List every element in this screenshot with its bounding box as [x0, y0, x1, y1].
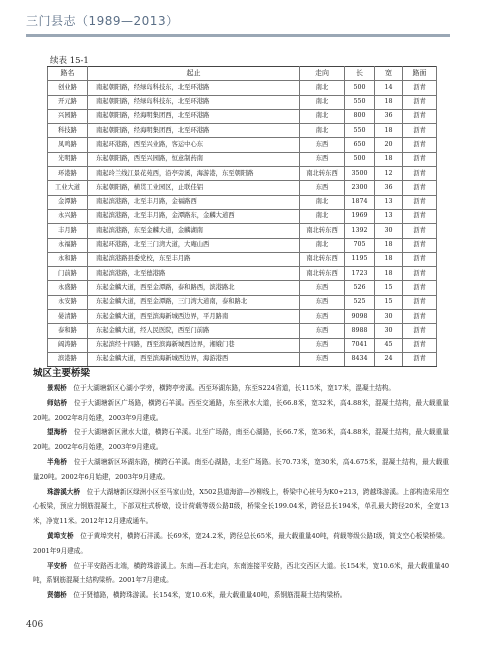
table-cell: 晏清路 [48, 310, 88, 324]
term-spacer [67, 428, 74, 436]
table-cell: 东西 [300, 181, 345, 195]
table-cell: 南起玲兰线江景花苑西，沿亭旁溪，海游港，东至朝阳路 [88, 167, 300, 181]
bridge-name: 景观桥 [47, 384, 67, 392]
bridge-description: 位于黄埠突村，横跨石洋溪。长69米，宽24.2米，跨径总长65米，最大载重量40吨，荷载等级公路Ⅰ级，简支空心板梁桥梁。2001年9月建成。 [33, 531, 449, 555]
table-cell: 南起朝阳路，经海明集团西，北至环港路 [88, 109, 300, 123]
table-cell: 凤鸣路 [48, 138, 88, 152]
table-row [48, 267, 437, 281]
table-cell: 800 [345, 109, 375, 123]
header-rule [26, 34, 450, 37]
table-body [48, 81, 437, 367]
table-cell: 南起滨港路，北至德港路 [88, 267, 300, 281]
table-cell: 7041 [345, 338, 375, 352]
table-cell: 1392 [345, 224, 375, 238]
table-cell: 南起滨港路，北至丰月路，金潭路东，金麟大道西 [88, 209, 300, 223]
table-cell: 东起金麟大道，西至金潭路，泰和路西，滨港路北 [88, 281, 300, 295]
table-cell: 沥青 [403, 224, 437, 238]
table-cell: 东西 [300, 281, 345, 295]
table-cell: 沥青 [403, 324, 437, 338]
table-cell: 沥青 [403, 124, 437, 138]
table-cell: 南起朝阳路，经绿岛科技东，北至环港路 [88, 81, 300, 95]
table-cell: 兴园路 [48, 109, 88, 123]
table-cell: 南北 [300, 81, 345, 95]
table-cell: 南北转东西 [300, 267, 345, 281]
table-cell: 南北 [300, 95, 345, 109]
table-cell: 18 [375, 152, 403, 166]
bridge-entry [33, 381, 449, 396]
column-header: 宽 [375, 67, 403, 81]
table-cell: 沥青 [403, 295, 437, 309]
roads-table [47, 66, 437, 367]
table-row [48, 152, 437, 166]
column-header: 路面 [403, 67, 437, 81]
table-cell: 科技路 [48, 124, 88, 138]
table-cell: 东西 [300, 295, 345, 309]
table-cell: 沥青 [403, 152, 437, 166]
table-row [48, 238, 437, 252]
table-row [48, 109, 437, 123]
table-row [48, 295, 437, 309]
table-cell: 526 [345, 281, 375, 295]
bridge-entry [33, 485, 449, 529]
table-cell: 东西 [300, 324, 345, 338]
table-cell: 525 [345, 295, 375, 309]
bridge-description: 位于大湖塘新区广场路，横跨石羊溪。西至交通路，东至湫水大道，长66.8米，宽32米，高4.88米，混凝土结构，最大载重量20吨。2002年8月始建，2003年9月建成。 [33, 398, 450, 422]
table-cell: 南北转东西 [300, 224, 345, 238]
table-cell: 650 [345, 138, 375, 152]
bridge-description: 位于大湖塘新区湫水大道，横跨石羊溪。北至广场路，南至心湖路，长66.7米，宽36米，高4.88米，混凝土结构，最大载重量20吨。2002年6月始建，2003年9月建成。 [33, 428, 450, 452]
bridge-entry [33, 559, 449, 589]
table-row [48, 310, 437, 324]
table-cell: 沥青 [403, 109, 437, 123]
table-row [48, 338, 437, 352]
table-cell: 18 [375, 252, 403, 266]
table-cell: 18 [375, 267, 403, 281]
table-cell: 沥青 [403, 281, 437, 295]
table-cell: 550 [345, 95, 375, 109]
table-cell: 东起金麟大道，经人民医院，西至门前路 [88, 324, 300, 338]
table-cell: 550 [345, 124, 375, 138]
table-cell: 金潭路 [48, 195, 88, 209]
table-cell: 东起金麟大道，西至金潭路，三门湾大道南，泰和路北 [88, 295, 300, 309]
table-cell: 18 [375, 95, 403, 109]
bridge-description: 位于平安路西北端，横跨珠游溪上。东南—西北走向，东南连接平安路，西北交西区大道。长154米，宽10.6米，最大载重量40吨，系钢筋混凝土结构梁桥。2001年7月建成。 [33, 561, 450, 585]
table-row [48, 95, 437, 109]
column-header: 走向 [300, 67, 345, 81]
table-cell: 南起滨港路县委党校，东至丰月路 [88, 252, 300, 266]
table-cell: 3500 [345, 167, 375, 181]
table-cell: 24 [375, 352, 403, 366]
table-cell: 东起朝阳路，西至兴园路，恒意制药南 [88, 152, 300, 166]
table-row [48, 181, 437, 195]
page-number: 406 [26, 620, 44, 630]
table-cell: 13 [375, 209, 403, 223]
table-cell: 沥青 [403, 238, 437, 252]
table-row [48, 167, 437, 181]
table-cell: 沥青 [403, 252, 437, 266]
table-cell: 南北 [300, 195, 345, 209]
table-cell: 13 [375, 195, 403, 209]
term-spacer [80, 488, 87, 496]
bridge-entry [33, 425, 449, 455]
table-row [48, 81, 437, 95]
table-cell: 南起朝阳路，经绿岛科技东，北至环港路 [88, 95, 300, 109]
bridge-description: 位于大湖塘新区绿洲小区至马家山处，X502县道海游—沙柳线上，桥梁中心桩号为K0+213，跨越珠游溪。上部构造采用空心板梁，预应力钢筋混凝土，下部双柱式桥墩，设计荷载等级公路Ⅱ级，桥梁全长199.04米，跨径总长194米，单孔最大跨径20米，全宽13米，净宽11米。2012年12月建成通车。 [33, 487, 450, 526]
table-cell: 泰和路 [48, 324, 88, 338]
bridge-entry [33, 455, 449, 485]
table-cell: 东起朝阳路，横贯工业园区，止联佳铝 [88, 181, 300, 195]
table-cell: 500 [345, 152, 375, 166]
table-cell: 沥青 [403, 267, 437, 281]
table-cell: 东西 [300, 152, 345, 166]
table-cell: 30 [375, 324, 403, 338]
bridge-name: 半角桥 [47, 457, 68, 466]
table-cell: 1969 [345, 209, 375, 223]
table-cell: 15 [375, 295, 403, 309]
bridge-entries [33, 381, 449, 603]
table-cell: 南北转东西 [300, 252, 345, 266]
column-header: 路名 [48, 67, 88, 81]
table-cell: 门前路 [48, 267, 88, 281]
table-cell: 南北转东西 [300, 167, 345, 181]
table-cell: 东起金麟大道，西至滨海新城西边界，平月路南 [88, 310, 300, 324]
section-title: 城区主要桥梁 [33, 368, 91, 379]
table-cell: 东西 [300, 352, 345, 366]
table-cell: 1874 [345, 195, 375, 209]
table-cell: 沥青 [403, 195, 437, 209]
table-caption: 续表 15-1 [50, 56, 89, 66]
table-row [48, 209, 437, 223]
table-cell: 永安路 [48, 295, 88, 309]
table-cell: 永兴路 [48, 209, 88, 223]
table-cell: 15 [375, 281, 403, 295]
bridge-entry [33, 396, 449, 426]
table-cell: 阔涛路 [48, 338, 88, 352]
table-cell: 45 [375, 338, 403, 352]
bridge-entry [33, 529, 449, 559]
table-cell: 光明路 [48, 152, 88, 166]
table-cell: 东西 [300, 138, 345, 152]
table-cell: 南起环港路，西至兴业路，客运中心东 [88, 138, 300, 152]
table-row [48, 324, 437, 338]
table-cell: 沥青 [403, 138, 437, 152]
table-cell: 南北 [300, 124, 345, 138]
table-cell: 环港路 [48, 167, 88, 181]
bridge-name: 贤德桥 [47, 591, 67, 600]
table-cell: 沥青 [403, 95, 437, 109]
table-cell: 沥青 [403, 167, 437, 181]
table-cell: 创业路 [48, 81, 88, 95]
table-cell: 沥青 [403, 310, 437, 324]
table-row [48, 224, 437, 238]
table-cell: 永盛路 [48, 281, 88, 295]
term-spacer [67, 399, 74, 407]
table-cell: 东西 [300, 338, 345, 352]
bridge-description: 位于贤德路，横跨珠游溪。长154米，宽10.6米，最大载重量40吨，系钢筋混凝土结构梁桥。 [73, 591, 347, 600]
table-cell: 沥青 [403, 352, 437, 366]
table-cell: 南北 [300, 209, 345, 223]
table-row [48, 281, 437, 295]
table-cell: 1195 [345, 252, 375, 266]
table-cell: 丰月路 [48, 224, 88, 238]
bridge-entry [33, 588, 449, 603]
table-cell: 705 [345, 238, 375, 252]
table-cell: 沥青 [403, 209, 437, 223]
table-cell: 8988 [345, 324, 375, 338]
table-cell: 30 [375, 310, 403, 324]
bridge-name: 平安桥 [47, 561, 67, 570]
bridge-name: 师姑桥 [47, 398, 68, 407]
table-cell: 36 [375, 109, 403, 123]
table-cell: 20 [375, 138, 403, 152]
table-cell: 东西 [300, 310, 345, 324]
bridge-description: 位于大湖塘新区环湖东路，横跨石羊溪。南至心湖路，北至广场路。长70.73米，宽30米，高4.675米，混凝土结构，最大载重量20吨。2002年6月始建，2003年9月建成。 [33, 457, 449, 481]
bridge-description: 位于大湖塘新区心湖小学旁，横跨亭旁溪。西至环湖东路，东至S224省道，长115米，宽17米，混凝土结构。 [73, 384, 395, 392]
table-cell: 南北 [300, 109, 345, 123]
bridge-name: 望海桥 [47, 428, 68, 437]
table-cell: 南起滨港路，北至丰月路，金福路西 [88, 195, 300, 209]
table-cell: 沥青 [403, 338, 437, 352]
table-cell: 30 [375, 224, 403, 238]
table-cell: 永福路 [48, 238, 88, 252]
table-cell: 永和路 [48, 252, 88, 266]
table-cell: 2300 [345, 181, 375, 195]
table-row [48, 352, 437, 366]
term-spacer [67, 458, 74, 466]
table-cell: 滨港路 [48, 352, 88, 366]
table-cell: 36 [375, 181, 403, 195]
table-cell: 开元路 [48, 95, 88, 109]
table-row [48, 252, 437, 266]
table-cell: 工业大道 [48, 181, 88, 195]
table-cell: 沥青 [403, 81, 437, 95]
table-row [48, 124, 437, 138]
bridge-name: 黄埠支桥 [47, 531, 74, 540]
column-header: 长 [345, 67, 375, 81]
table-cell: 9098 [345, 310, 375, 324]
table-cell: 南起滨港路，东至金麟大道，金麟湖南 [88, 224, 300, 238]
table-cell: 18 [375, 124, 403, 138]
running-header: 三门县志（1989—2013） [26, 14, 179, 28]
table-cell: 18 [375, 238, 403, 252]
table-cell: 南北 [300, 238, 345, 252]
bridge-name: 珠游溪大桥 [47, 487, 81, 496]
table-cell: 12 [375, 167, 403, 181]
table-cell: 1723 [345, 267, 375, 281]
term-spacer [67, 562, 74, 570]
table-row [48, 138, 437, 152]
table-header [48, 67, 437, 81]
column-header: 起止 [88, 67, 300, 81]
table-cell: 南起环港路，北至三门湾大道，大庵山西 [88, 238, 300, 252]
table-cell: 东起滨经十四路，西至滨海新城西边界，湘娥门巷 [88, 338, 300, 352]
table-cell: 沥青 [403, 181, 437, 195]
table-row [48, 195, 437, 209]
table-cell: 8434 [345, 352, 375, 366]
table-cell: 14 [375, 81, 403, 95]
table-cell: 500 [345, 81, 375, 95]
table-cell: 东起金麟大道，西至滨海新城西边界，海游港西 [88, 352, 300, 366]
table-cell: 南起朝阳路，经海明集团西，北至环港路 [88, 124, 300, 138]
